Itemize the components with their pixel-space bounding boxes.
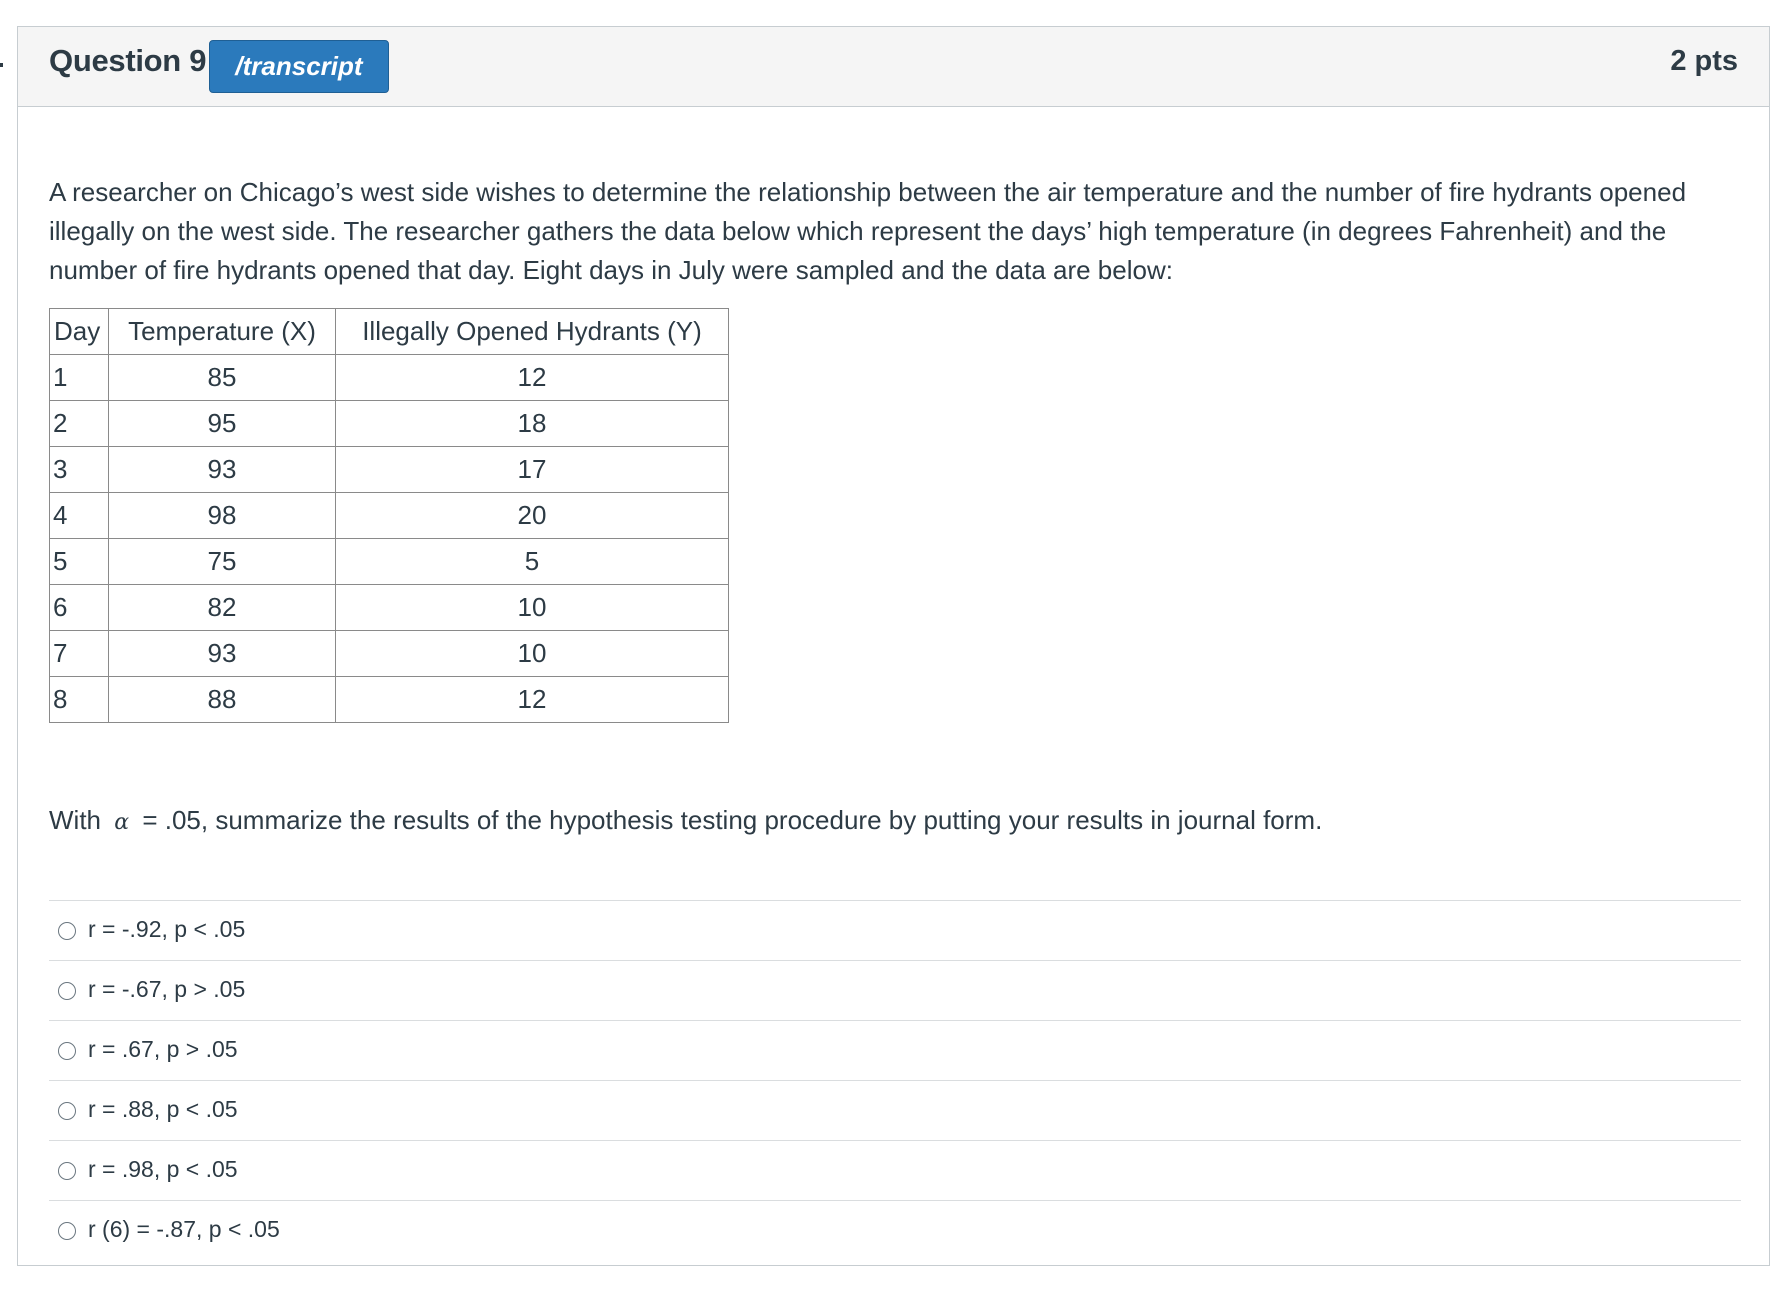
temperature-cell: 88 (109, 677, 336, 723)
question-text: A researcher on Chicago’s west side wishes to determine the relationship between the air temperature and the number of fire hydrants opened illegally on the west side. The researcher gathers the data below which represent the days’ high temperature (in degrees Fahrenheit) and the number of fire hydrants opened that day. Eight days in July were sampled and the data are below: (49, 177, 1687, 285)
temperature-cell: 93 (109, 447, 336, 493)
answer-label[interactable]: r = -.67, p > .05 (88, 976, 246, 1002)
question-title: Question 9 (49, 43, 207, 78)
day-cell: 3 (50, 447, 109, 493)
radio-button[interactable] (58, 1222, 76, 1240)
hydrants-cell: 18 (336, 401, 729, 447)
table-row (50, 631, 729, 677)
answer-option[interactable] (49, 1080, 1741, 1140)
answer-option[interactable] (49, 960, 1741, 1020)
table-header-row (50, 309, 729, 355)
hydrants-cell: 10 (336, 585, 729, 631)
hydrants-cell: 17 (336, 447, 729, 493)
prompt-suffix: = .05, summarize the results of the hypothesis testing procedure by putting your results in journal form. (142, 805, 1323, 835)
column-header-day: Day (50, 309, 109, 355)
day-cell: 6 (50, 585, 109, 631)
day-cell: 5 (50, 539, 109, 585)
question-header (18, 27, 1769, 107)
answer-label[interactable]: r (6) = -.87, p < .05 (88, 1216, 280, 1242)
hydrants-cell: 20 (336, 493, 729, 539)
temperature-cell: 75 (109, 539, 336, 585)
table-row (50, 493, 729, 539)
radio-button[interactable] (58, 1102, 76, 1120)
temperature-cell: 85 (109, 355, 336, 401)
hydrants-cell: 10 (336, 631, 729, 677)
answer-label[interactable]: r = .67, p > .05 (88, 1036, 238, 1062)
data-table (49, 308, 729, 723)
table-row (50, 355, 729, 401)
radio-button[interactable] (58, 1162, 76, 1180)
hydrants-cell: 12 (336, 355, 729, 401)
temperature-cell: 95 (109, 401, 336, 447)
radio-button[interactable] (58, 1042, 76, 1060)
temperature-cell: 98 (109, 493, 336, 539)
answer-option[interactable] (49, 1020, 1741, 1080)
table-row (50, 677, 729, 723)
column-header-temperature: Temperature (X) (109, 309, 336, 355)
column-header-hydrants: Illegally Opened Hydrants (Y) (336, 309, 729, 355)
question-points: 2 pts (1670, 45, 1738, 77)
table-row (50, 539, 729, 585)
answer-option[interactable] (49, 1140, 1741, 1200)
day-cell: 8 (50, 677, 109, 723)
temperature-cell: 93 (109, 631, 336, 677)
answer-list (49, 900, 1741, 1260)
question-card (17, 26, 1770, 1266)
prompt-text (49, 805, 1322, 836)
day-cell: 2 (50, 401, 109, 447)
table-row (50, 401, 729, 447)
answer-label[interactable]: r = .88, p < .05 (88, 1096, 238, 1122)
day-cell: 7 (50, 631, 109, 677)
answer-option[interactable] (49, 1200, 1741, 1260)
transcript-button[interactable]: /transcript (209, 40, 389, 93)
hydrants-cell: 5 (336, 539, 729, 585)
table-row (50, 585, 729, 631)
temperature-cell: 82 (109, 585, 336, 631)
answer-label[interactable]: r = .98, p < .05 (88, 1156, 238, 1182)
answer-label[interactable]: r = -.92, p < .05 (88, 916, 246, 942)
left-edge-marker (0, 63, 3, 67)
radio-button[interactable] (58, 982, 76, 1000)
table-row (50, 447, 729, 493)
hydrants-cell: 12 (336, 677, 729, 723)
alpha-symbol: α (114, 810, 130, 835)
answer-option[interactable] (49, 900, 1741, 960)
radio-button[interactable] (58, 922, 76, 940)
day-cell: 1 (50, 355, 109, 401)
day-cell: 4 (50, 493, 109, 539)
prompt-prefix: With (49, 805, 101, 835)
